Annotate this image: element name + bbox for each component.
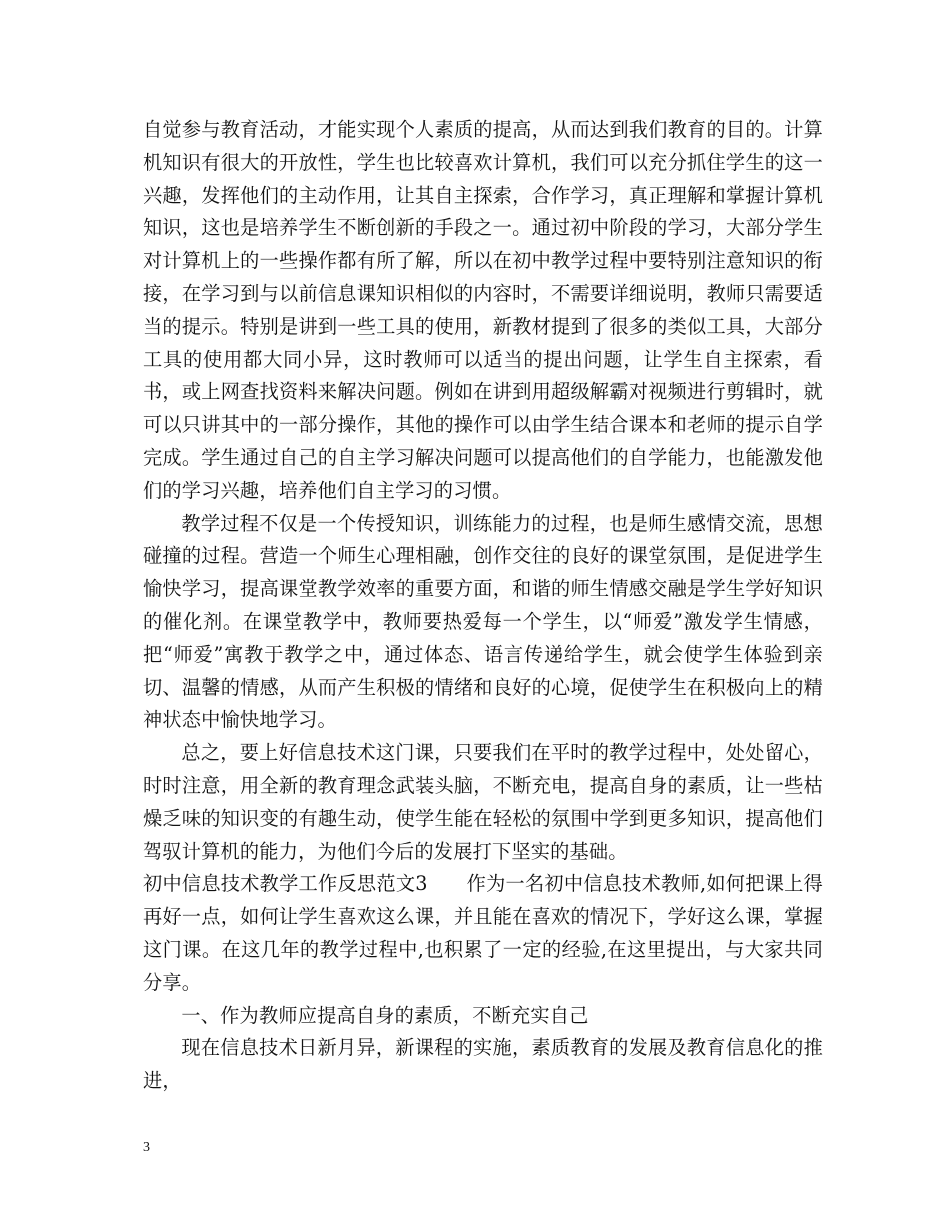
paragraph-1: 自觉参与教育活动，才能实现个人素质的提高，从而达到我们教育的目的。计算机知识有很大的开放性，学生也比较喜欢计算机，我们可以充分抓住学生的这一兴趣，发挥他们的主动作用，让其自主探索，合作学习，真正理解和掌握计算机知识，这也是培养学生不断创新的手段之一。通过初中阶段的学习，大部分学生对计算机上的一些操作都有所了解，所以在初中教学过程中要特别注意知识的衔接，在学习到与以前信息课知识相似的内容时，不需要详细说明，教师只需要适当的提示。特别是讲到一些工具的使用，新教材提到了很多的类似工具，大部分工具的使用都大同小异，这时教师可以适当的提出问题，让学生自主探索，看书，或上网查找资料来解决问题。例如在讲到用超级解霸对视频进行剪辑时，就可以只讲其中的一部分操作，其他的操作可以由学生结合课本和老师的提示自学完成。学生通过自己的自主学习解决问题可以提高他们的自学能力，也能激发他们的学习兴趣，培养他们自主学习的习惯。 [143, 118, 823, 502]
paragraph-5: 现在信息技术日新月异，新课程的实施，素质教育的发展及教育信息化的推进， [143, 1036, 823, 1093]
paragraph-2: 教学过程不仅是一个传授知识，训练能力的过程，也是师生感情交流，思想碰撞的过程。营造一个师生心理相融，创作交往的良好的课堂氛围，是促进学生愉快学习，提高课堂教学效率的重要方面，和谐的师生情感交融是学生学好知识的催化剂。在课堂教学中，教师要热爱每一个学生，以“师爱”激发学生情感，把“师爱”寓教于教学之中，通过体态、语言传递给学生，就会使学生体验到亲切、温馨的情感，从而产生积极的情绪和良好的心境，促使学生在积极向上的精神状态中愉快地学习。 [143, 511, 823, 732]
paragraph-3: 总之，要上好信息技术这门课，只要我们在平时的教学过程中，处处留心，时时注意，用全新的教育理念武装头脑，不断充电，提高自身的素质，让一些枯燥乏味的知识变的有趣生动，使学生能在轻松的氛围中学到更多知识，提高他们驾驭计算机的能力，为他们今后的发展打下坚实的基础。 [143, 741, 823, 863]
paragraph-4-title-intro: 初中信息技术教学工作反思范文3 作为一名初中信息技术教师,如何把课上得再好一点，如何让学生喜欢这么课，并且能在喜欢的情况下，学好这么课，掌握这门课。在这几年的教学过程中,也积累了一定的经验,在这里提出，与大家共同分享。 [143, 872, 823, 994]
page-number: 3 [143, 1140, 150, 1155]
section-heading-1: 一、作为教师应提高自身的素质，不断充实自己 [181, 1003, 589, 1027]
document-body [143, 114, 823, 1098]
